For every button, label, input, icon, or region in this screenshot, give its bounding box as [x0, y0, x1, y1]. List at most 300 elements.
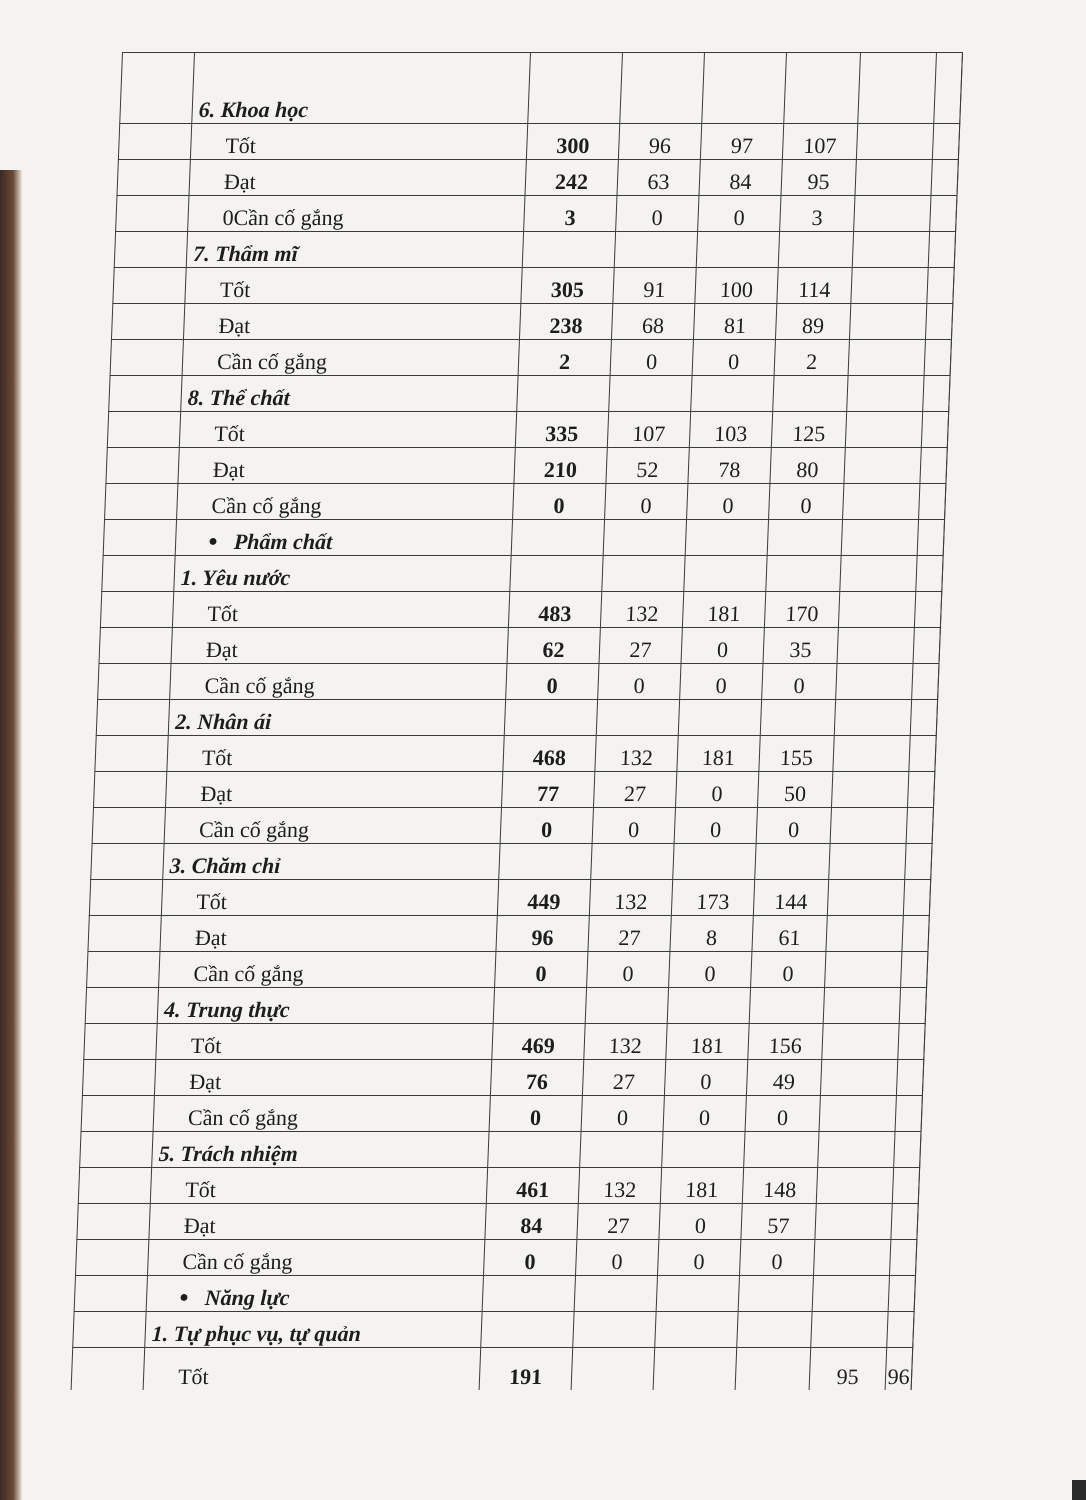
- value-cell: [827, 880, 904, 916]
- blank-cell: [71, 1348, 145, 1391]
- table-row: [105, 484, 946, 520]
- table-row: [110, 340, 951, 376]
- value-cell: 0: [674, 808, 757, 844]
- table-row: [84, 1024, 925, 1060]
- value-cell: [574, 1276, 657, 1312]
- total-cell: [528, 53, 623, 124]
- blank-cell: [96, 700, 169, 736]
- total-cell: 0: [513, 484, 606, 520]
- value-cell: 181: [677, 736, 760, 772]
- value-cell: 107: [782, 124, 857, 160]
- value-cell: 132: [589, 880, 672, 916]
- table-row: [100, 592, 941, 628]
- rating-label: [167, 736, 504, 772]
- value-cell: 0: [739, 1240, 814, 1276]
- blank-cell: [91, 844, 164, 880]
- total-cell: 305: [521, 268, 614, 304]
- row-label-text: 5. Trách nhiệm: [158, 1141, 299, 1166]
- value-cell: 96: [618, 124, 701, 160]
- value-cell: [928, 232, 955, 268]
- value-cell: 27: [593, 772, 676, 808]
- value-cell: [916, 556, 943, 592]
- blank-cell: [114, 232, 187, 268]
- blank-cell: [117, 160, 190, 196]
- blank-cell: [87, 952, 160, 988]
- row-label-text: Tốt: [219, 277, 251, 302]
- value-cell: [696, 232, 779, 268]
- value-cell: 0: [681, 628, 764, 664]
- total-cell: [481, 1312, 574, 1348]
- value-cell: [917, 520, 944, 556]
- value-cell: 89: [775, 304, 850, 340]
- value-cell: 103: [689, 412, 772, 448]
- total-cell: [504, 700, 597, 736]
- value-cell: 78: [688, 448, 771, 484]
- blank-cell: [110, 340, 183, 376]
- value-cell: [836, 664, 913, 700]
- value-cell: 0: [751, 952, 826, 988]
- rating-label: [189, 160, 526, 196]
- value-cell: [685, 520, 768, 556]
- blank-cell: [77, 1204, 150, 1240]
- table-row: [85, 988, 926, 1024]
- value-cell: [738, 1276, 813, 1312]
- value-cell: [849, 304, 926, 340]
- criterion-heading: [145, 1312, 482, 1348]
- value-cell: [737, 1312, 812, 1348]
- value-cell: [913, 628, 940, 664]
- value-cell: [905, 844, 932, 880]
- row-label-text: 8. Thể chất: [187, 385, 291, 410]
- total-cell: [517, 376, 610, 412]
- value-cell: 96: [885, 1348, 913, 1391]
- rating-label: [182, 340, 519, 376]
- rating-label: [154, 1060, 491, 1096]
- table-row: [99, 628, 940, 664]
- total-cell: 191: [479, 1348, 573, 1391]
- blank-cell: [111, 304, 184, 340]
- rating-label: [143, 1348, 481, 1391]
- blank-cell: [84, 1024, 157, 1060]
- rating-label: [171, 628, 508, 664]
- row-label-text: Năng lực: [204, 1285, 290, 1310]
- value-cell: 0: [575, 1240, 658, 1276]
- value-cell: [602, 556, 685, 592]
- value-cell: [614, 232, 697, 268]
- value-cell: [887, 1312, 914, 1348]
- blank-cell: [99, 628, 172, 664]
- value-cell: 97: [700, 124, 783, 160]
- blank-cell: [80, 1132, 153, 1168]
- value-cell: 0: [698, 196, 781, 232]
- value-cell: [895, 1096, 922, 1132]
- blank-cell: [116, 196, 189, 232]
- value-cell: [673, 844, 756, 880]
- row-label-text: Đạt: [183, 1213, 217, 1238]
- value-cell: 0: [675, 772, 758, 808]
- blank-cell: [92, 808, 165, 844]
- row-label-text: Đạt: [212, 457, 246, 482]
- total-cell: 449: [497, 880, 590, 916]
- table-row: [75, 1240, 916, 1276]
- blank-cell: [109, 376, 182, 412]
- value-cell: [834, 700, 911, 736]
- total-cell: 238: [519, 304, 612, 340]
- rating-label: [178, 448, 515, 484]
- rating-label: [147, 1240, 484, 1276]
- value-cell: 0: [610, 340, 693, 376]
- criterion-heading: [157, 988, 494, 1024]
- value-cell: [667, 988, 750, 1024]
- blank-cell: [82, 1060, 155, 1096]
- value-cell: 57: [741, 1204, 816, 1240]
- total-cell: 483: [508, 592, 601, 628]
- row-label-text: Cần cố gắng: [182, 1249, 293, 1274]
- value-cell: 80: [770, 448, 845, 484]
- value-cell: 27: [599, 628, 682, 664]
- row-label-text: 1. Tự phục vụ, tự quản: [151, 1321, 362, 1346]
- value-cell: [848, 340, 925, 376]
- value-cell: [847, 376, 924, 412]
- row-label-text: 4. Trung thực: [163, 997, 291, 1022]
- value-cell: [662, 1132, 745, 1168]
- value-cell: 0: [663, 1096, 746, 1132]
- value-cell: 170: [764, 592, 839, 628]
- value-cell: [655, 1312, 738, 1348]
- criterion-heading: [152, 1132, 489, 1168]
- value-cell: [925, 304, 952, 340]
- value-cell: [596, 700, 679, 736]
- table-row: [96, 700, 937, 736]
- page-edge-shadow-right: [1072, 1480, 1086, 1500]
- value-cell: [820, 1060, 897, 1096]
- value-cell: 35: [763, 628, 838, 664]
- blank-cell: [85, 988, 158, 1024]
- value-cell: 0: [616, 196, 699, 232]
- value-cell: [580, 1132, 663, 1168]
- value-cell: [934, 53, 963, 124]
- value-cell: [854, 196, 931, 232]
- value-cell: [819, 1096, 896, 1132]
- value-cell: 100: [695, 268, 778, 304]
- value-cell: 0: [745, 1096, 820, 1132]
- blank-cell: [105, 484, 178, 520]
- value-cell: [815, 1204, 892, 1240]
- blank-cell: [120, 53, 195, 124]
- rating-label: [150, 1168, 487, 1204]
- total-cell: 0: [506, 664, 599, 700]
- value-cell: 0: [598, 664, 681, 700]
- value-cell: 0: [657, 1240, 740, 1276]
- bullet-icon: ●: [178, 1289, 190, 1306]
- value-cell: 148: [742, 1168, 817, 1204]
- total-cell: 0: [500, 808, 593, 844]
- value-cell: [919, 484, 946, 520]
- total-cell: 242: [525, 160, 618, 196]
- table-row: [95, 736, 936, 772]
- value-cell: [903, 880, 930, 916]
- row-label-text: Cần cố gắng: [216, 349, 328, 374]
- value-cell: 0: [659, 1204, 742, 1240]
- blank-cell: [95, 736, 168, 772]
- total-cell: 335: [515, 412, 608, 448]
- value-cell: [830, 808, 907, 844]
- row-label-text: Cần cố gắng: [211, 493, 323, 518]
- criterion-heading: [174, 556, 511, 592]
- rating-label: [165, 772, 502, 808]
- value-cell: [841, 520, 918, 556]
- value-cell: [691, 376, 774, 412]
- value-cell: [826, 916, 903, 952]
- value-cell: [653, 1348, 737, 1391]
- value-cell: [825, 952, 902, 988]
- rating-label: [185, 268, 522, 304]
- page-edge-shadow-left: [0, 170, 22, 1500]
- value-cell: 132: [595, 736, 678, 772]
- total-cell: 210: [514, 448, 607, 484]
- value-cell: 181: [666, 1024, 749, 1060]
- row-label-text: 7. Thẩm mĩ: [192, 241, 299, 266]
- table-row: [87, 952, 928, 988]
- document-page: [122, 52, 962, 1390]
- value-cell: 8: [670, 916, 753, 952]
- criterion-heading: [168, 700, 505, 736]
- value-cell: [912, 664, 939, 700]
- value-cell: 173: [671, 880, 754, 916]
- results-table-body: [71, 53, 962, 1391]
- rating-label: [153, 1096, 490, 1132]
- value-cell: [844, 448, 921, 484]
- row-label-text: Cần cố gắng: [193, 961, 305, 986]
- criterion-heading: [163, 844, 500, 880]
- value-cell: [571, 1348, 655, 1391]
- total-cell: 0: [489, 1096, 582, 1132]
- rating-label: [172, 592, 509, 628]
- value-cell: [702, 53, 787, 124]
- value-cell: [898, 1024, 925, 1060]
- value-cell: [822, 1024, 899, 1060]
- value-cell: [921, 412, 948, 448]
- blank-cell: [73, 1312, 146, 1348]
- bullet-icon: ●: [207, 533, 219, 550]
- rating-label: [149, 1204, 486, 1240]
- table-row: [117, 160, 958, 196]
- blank-cell: [78, 1168, 151, 1204]
- table-row: [77, 1204, 918, 1240]
- total-cell: 77: [501, 772, 594, 808]
- value-cell: 156: [748, 1024, 823, 1060]
- rating-label: [160, 916, 497, 952]
- table-row: [89, 880, 930, 916]
- total-cell: 2: [518, 340, 611, 376]
- row-label-text: Cần cố gắng: [204, 673, 316, 698]
- rating-label: [170, 664, 507, 700]
- row-label-text: 2. Nhân ái: [174, 709, 272, 734]
- value-cell: 49: [746, 1060, 821, 1096]
- row-label-text: Tốt: [206, 601, 239, 626]
- value-cell: 0: [605, 484, 688, 520]
- value-cell: 81: [693, 304, 776, 340]
- value-cell: [778, 232, 853, 268]
- section-heading: [175, 520, 512, 556]
- total-cell: 76: [490, 1060, 583, 1096]
- value-cell: [906, 808, 933, 844]
- rating-label: [177, 484, 514, 520]
- total-cell: 468: [503, 736, 596, 772]
- value-cell: [784, 53, 861, 124]
- blank-cell: [75, 1240, 148, 1276]
- value-cell: [573, 1312, 656, 1348]
- value-cell: [735, 1348, 811, 1391]
- value-cell: 27: [582, 1060, 665, 1096]
- value-cell: [855, 160, 932, 196]
- row-label-text: 3. Chăm chỉ: [169, 853, 281, 878]
- value-cell: 0: [687, 484, 770, 520]
- value-cell: 52: [606, 448, 689, 484]
- value-cell: 0: [762, 664, 837, 700]
- total-cell: 461: [486, 1168, 579, 1204]
- table-row: [91, 844, 932, 880]
- value-cell: [766, 556, 841, 592]
- row-label-text: Cần cố gắng: [187, 1105, 299, 1130]
- value-cell: [851, 268, 928, 304]
- blank-cell: [113, 268, 186, 304]
- table-row: [111, 304, 952, 340]
- results-table: [71, 52, 963, 1390]
- criterion-heading: [192, 53, 531, 124]
- blank-cell: [74, 1276, 147, 1312]
- value-cell: 84: [699, 160, 782, 196]
- value-cell: 0: [769, 484, 844, 520]
- total-cell: 96: [496, 916, 589, 952]
- value-cell: [744, 1132, 819, 1168]
- value-cell: [902, 916, 929, 952]
- total-cell: [511, 520, 604, 556]
- value-cell: [818, 1132, 895, 1168]
- total-cell: [499, 844, 592, 880]
- rating-label: [179, 412, 516, 448]
- value-cell: [591, 844, 674, 880]
- value-cell: [620, 53, 705, 124]
- row-label-text: Đạt: [188, 1069, 222, 1094]
- value-cell: 114: [777, 268, 852, 304]
- value-cell: [684, 556, 767, 592]
- value-cell: 0: [581, 1096, 664, 1132]
- value-cell: 0: [692, 340, 775, 376]
- value-cell: [838, 592, 915, 628]
- blank-cell: [102, 556, 175, 592]
- criterion-heading: [181, 376, 518, 412]
- row-label-text: Tốt: [177, 1364, 210, 1389]
- value-cell: 181: [660, 1168, 743, 1204]
- value-cell: [585, 988, 668, 1024]
- value-cell: [896, 1060, 923, 1096]
- value-cell: 95: [809, 1348, 887, 1391]
- value-cell: 27: [588, 916, 671, 952]
- table-row: [98, 664, 939, 700]
- value-cell: [888, 1276, 915, 1312]
- total-cell: [482, 1276, 575, 1312]
- value-cell: [678, 700, 761, 736]
- value-cell: 3: [780, 196, 855, 232]
- row-label-text: Phẩm chất: [233, 529, 333, 554]
- value-cell: [889, 1240, 916, 1276]
- table-row: [92, 808, 933, 844]
- table-row: [118, 124, 959, 160]
- total-cell: 469: [492, 1024, 585, 1060]
- value-cell: 0: [680, 664, 763, 700]
- value-cell: [813, 1240, 890, 1276]
- rating-label: [156, 1024, 493, 1060]
- value-cell: [932, 124, 959, 160]
- value-cell: [603, 520, 686, 556]
- blank-cell: [93, 772, 166, 808]
- value-cell: 155: [759, 736, 834, 772]
- table-row: [78, 1168, 919, 1204]
- value-cell: [892, 1168, 919, 1204]
- value-cell: [609, 376, 692, 412]
- value-cell: 27: [577, 1204, 660, 1240]
- value-cell: 2: [774, 340, 849, 376]
- value-cell: 50: [757, 772, 832, 808]
- total-cell: 300: [526, 124, 619, 160]
- rating-label: [159, 952, 496, 988]
- table-row: [80, 1132, 921, 1168]
- rating-label: [161, 880, 498, 916]
- table-row: [113, 268, 954, 304]
- total-cell: 0: [495, 952, 588, 988]
- blank-cell: [118, 124, 191, 160]
- row-label-text: Đạt: [200, 781, 233, 806]
- value-cell: [931, 160, 958, 196]
- rating-label: [183, 304, 520, 340]
- row-label-text: 1. Yêu nước: [180, 565, 291, 590]
- value-cell: [909, 736, 936, 772]
- table-row: [82, 1060, 923, 1096]
- rating-label: [188, 196, 525, 232]
- value-cell: 125: [771, 412, 846, 448]
- criterion-heading: [186, 232, 523, 268]
- total-cell: 84: [485, 1204, 578, 1240]
- table-row: [73, 1312, 914, 1348]
- value-cell: [923, 376, 950, 412]
- value-cell: [924, 340, 951, 376]
- value-cell: [914, 592, 941, 628]
- row-label-text: Tốt: [224, 133, 257, 158]
- row-label-text: Tốt: [184, 1177, 217, 1202]
- row-label-text: Tốt: [213, 421, 246, 446]
- value-cell: [930, 196, 957, 232]
- row-label-text: Cần cố gắng: [198, 817, 310, 842]
- row-label-text: Tốt: [195, 889, 228, 914]
- total-cell: [488, 1132, 581, 1168]
- value-cell: [840, 556, 917, 592]
- table-row: [88, 916, 929, 952]
- value-cell: [749, 988, 824, 1024]
- blank-cell: [106, 448, 179, 484]
- total-cell: [510, 556, 603, 592]
- value-cell: [856, 124, 933, 160]
- blank-cell: [107, 412, 180, 448]
- blank-cell: [88, 916, 161, 952]
- table-row: [103, 520, 944, 556]
- value-cell: 61: [752, 916, 827, 952]
- value-cell: 0: [664, 1060, 747, 1096]
- row-label-text: Tốt: [201, 745, 233, 770]
- total-cell: 62: [507, 628, 600, 664]
- blank-cell: [103, 520, 176, 556]
- value-cell: 0: [592, 808, 675, 844]
